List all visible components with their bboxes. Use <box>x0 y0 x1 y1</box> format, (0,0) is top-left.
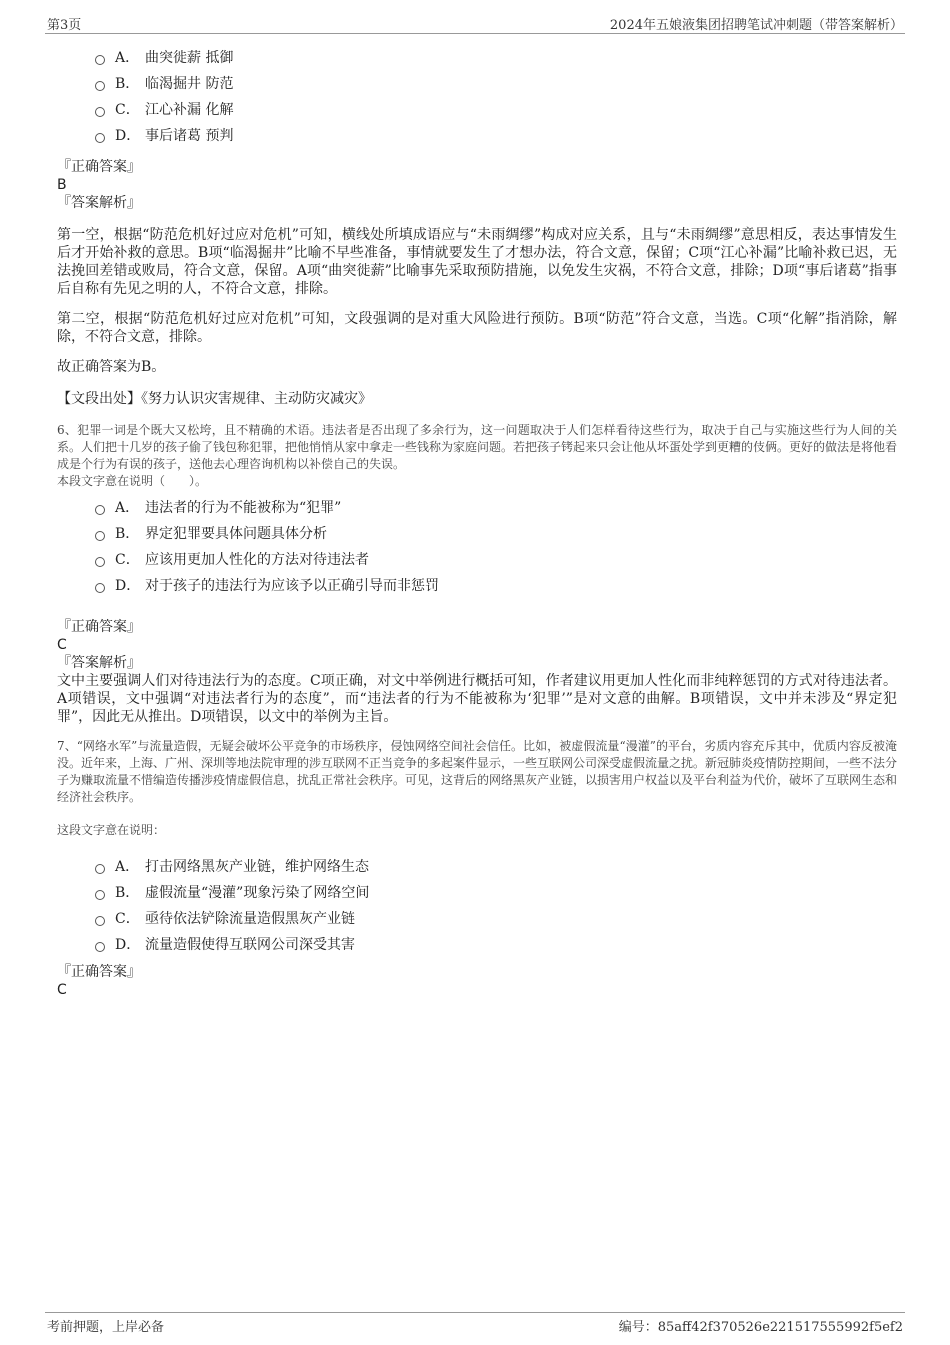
q7-option-b[interactable]: B． 虚假流量“漫灌”现象污染了网络空间 <box>95 879 897 905</box>
q7-prompt: 这段文字意在说明： <box>57 823 166 837</box>
page-footer <box>45 1312 905 1335</box>
footer-slogan: 考前押题，上岸必备 <box>47 1320 165 1335</box>
page-number: 第3页 <box>47 18 82 33</box>
radio-icon[interactable] <box>95 133 105 143</box>
radio-icon[interactable] <box>95 505 105 515</box>
q6-option-a[interactable]: A． 违法者的行为不能被称为“犯罪” <box>95 494 897 520</box>
radio-icon[interactable] <box>95 557 105 567</box>
q5-answer: B <box>57 177 67 193</box>
q6-analysis: 文中主要强调人们对待违法行为的态度。C项正确，对文中举例进行概括可知，作者建议用更加人性化而非纯粹惩罚的方式对待违法者。A项错误，文中强调“对违法者行为的态度”，而“违法者的行为不能被称为‘犯罪’”是对文意的曲解。B项错误，文中并未涉及“界定犯罪”，因此无从推出。D项错误，以文中的举例为主旨。 <box>57 673 897 725</box>
q6-option-c[interactable]: C． 应该用更加人性化的方法对待违法者 <box>95 546 897 572</box>
q6-answer: C <box>57 637 67 653</box>
radio-icon[interactable] <box>95 942 105 952</box>
q6-question: 6、犯罪一词是个既大又松垮，且不精确的术语。违法者是否出现了多余行为，这一问题取决于人们怎样看待这些行为，取决于自己与实施这些行为人间的关系。人们把十几岁的孩子偷了钱包称犯罪，把他悄悄从家中拿走一些钱称为家庭问题。若把孩子铐起来只会让他从坏蛋处学到更糟的伎俩。更好的做法是将他看成是个行为有误的孩子，送他去心理咨询机构以补偿自己的失误。 <box>57 423 898 471</box>
q5-option-a[interactable]: A． 曲突徙薪 抵御 <box>95 44 897 70</box>
q5-options <box>95 44 897 148</box>
radio-icon[interactable] <box>95 81 105 91</box>
q5-source: 【文段出处】《努力认识灾害规律、主动防灾减灾》 <box>57 391 372 407</box>
q7-options <box>95 853 897 957</box>
q6-analysis-label: 『答案解析』 <box>57 655 141 671</box>
radio-icon[interactable] <box>95 531 105 541</box>
q7-option-c[interactable]: C． 亟待依法铲除流量造假黑灰产业链 <box>95 905 897 931</box>
radio-icon[interactable] <box>95 864 105 874</box>
q7-answer-label: 『正确答案』 <box>57 964 141 980</box>
radio-icon[interactable] <box>95 916 105 926</box>
q7-option-d[interactable]: D． 流量造假使得互联网公司深受其害 <box>95 931 897 957</box>
q5-option-d[interactable]: D． 事后诸葛 预判 <box>95 122 897 148</box>
q6-prompt: 本段文字意在说明（ ）。 <box>57 474 208 488</box>
page-header <box>45 14 905 34</box>
q5-analysis-p2: 第二空，根据“防范危机好过应对危机”可知，文段强调的是对重大风险进行预防。B项“防范”符合文意，当选。C项“化解”指消除，解除，不符合文意，排除。 <box>57 311 897 345</box>
q5-option-c[interactable]: C． 江心补漏 化解 <box>95 96 897 122</box>
q5-analysis-label: 『答案解析』 <box>57 195 141 211</box>
radio-icon[interactable] <box>95 890 105 900</box>
q6-answer-label: 『正确答案』 <box>57 619 141 635</box>
q5-answer-label: 『正确答案』 <box>57 159 141 175</box>
radio-icon[interactable] <box>95 583 105 593</box>
q6-option-b[interactable]: B． 界定犯罪要具体问题具体分析 <box>95 520 897 546</box>
q6-options <box>95 494 897 598</box>
page-content <box>57 44 897 999</box>
document-serial: 编号：85aff42f370526e221517555992f5ef2 <box>618 1320 903 1335</box>
q5-option-b[interactable]: B． 临渴掘井 防范 <box>95 70 897 96</box>
q7-option-a[interactable]: A． 打击网络黑灰产业链，维护网络生态 <box>95 853 897 879</box>
q7-question: 7、“网络水军”与流量造假，无疑会破坏公平竞争的市场秩序，侵蚀网络空间社会信任。比如，被虚假流量“漫灌”的平台，劣质内容充斥其中，优质内容反被淹没。近年来，上海、广州、深圳等地法院审理的涉互联网不正当竞争的多起案件显示，一些互联网公司深受虚假流量之扰。新冠肺炎疫情防控期间，一些不法分子为赚取流量不惜编造传播涉疫情虚假信息，扰乱正常社会秩序。可见，这背后的网络黑灰产业链，以损害用户权益以及平台利益为代价，破坏了互联网生态和经济社会秩序。 <box>57 739 898 804</box>
radio-icon[interactable] <box>95 55 105 65</box>
q5-conclusion: 故正确答案为B。 <box>57 359 166 375</box>
q5-analysis-p1: 第一空，根据“防范危机好过应对危机”可知，横线处所填成语应与“未雨绸缪”构成对应关系，且与“未雨绸缪”意思相反，表达事情发生后才开始补救的意思。B项“临渴掘井”比喻不早些准备，事情就要发生了才想办法，符合文意，保留；C项“江心补漏”比喻补救已迟，无法挽回差错或败局，符合文意，保留。A项“曲突徙薪”比喻事先采取预防措施，以免发生灾祸，不符合文意，排除；D项“事后诸葛”指事后自称有先见之明的人，不符合文意，排除。 <box>57 227 897 297</box>
q7-answer: C <box>57 982 67 998</box>
q6-option-d[interactable]: D． 对于孩子的违法行为应该予以正确引导而非惩罚 <box>95 572 897 598</box>
radio-icon[interactable] <box>95 107 105 117</box>
document-title: 2024年五娘液集团招聘笔试冲刺题（带答案解析） <box>609 18 903 33</box>
